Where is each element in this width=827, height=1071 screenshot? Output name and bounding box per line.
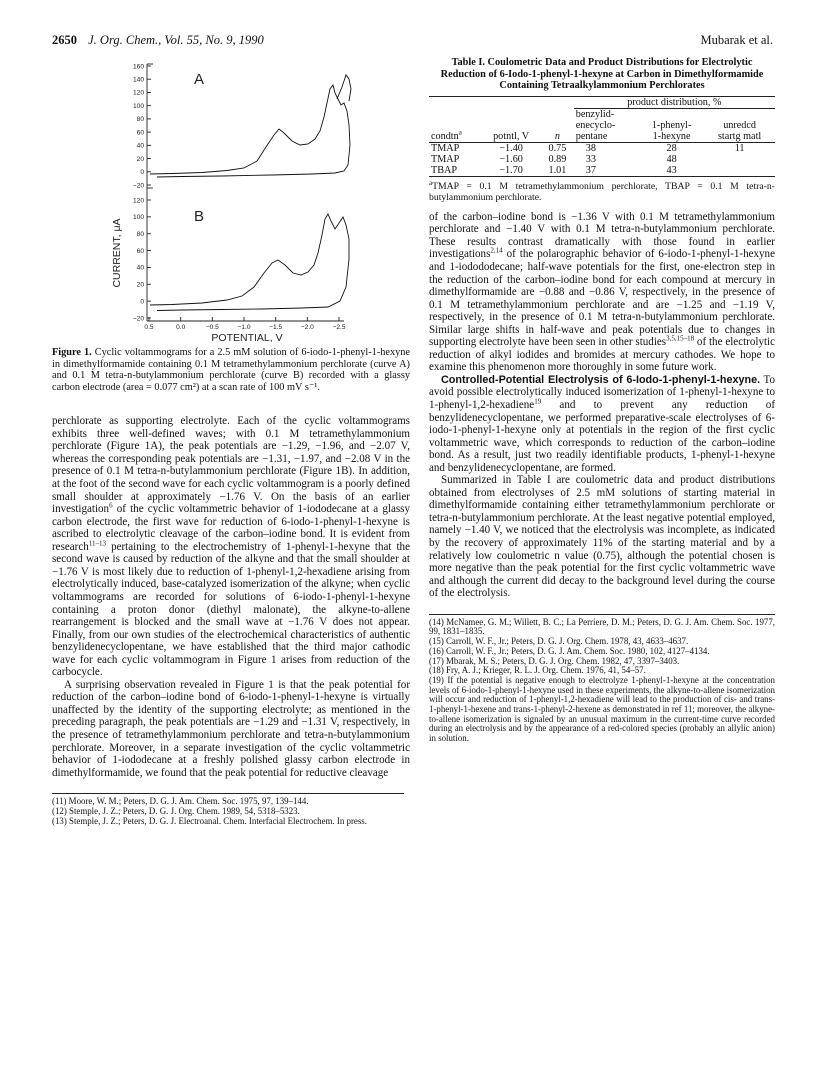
left-paragraph-2: A surprising observation revealed in Figure 1 is that the peak potential for reduction of the carbon–iodine bond of 6-iodo-1-phenyl-1-hexyne is virtually unaffected by the identity of the supporting electrolyte; as mentioned in the preceding paragraph, the peak potentials are −1.29 and −1.31 V, respectively, in the presence of tetramethylammonium perchlorate and tetra-n-butylammonium perchlorate. Moreover, in a separate investigation of the cyclic voltammetric behavior of 1-iododecane at a freshly polished glassy carbon electrode in dimethylformamide, we found that the peak potential for reductive cleavage	[52, 678, 410, 779]
table-cell: −1.40	[499, 142, 523, 154]
table-row	[429, 142, 775, 154]
table-cell: 38	[585, 142, 596, 154]
curve-b	[150, 214, 349, 311]
figure-caption-label: Figure 1.	[52, 347, 92, 358]
panel-b-y-ticks	[133, 197, 151, 322]
table-row	[429, 154, 775, 165]
table-col-phen-2: 1-hexyne	[639, 131, 704, 143]
table-cell: 33	[585, 153, 596, 165]
left-p1-b: of the cyclic voltammetric behavior of 1-iododecane at a glassy carbon electrode, the first wave for reduction of 6-iodo-1-phenyl-1-hexyne is ascribed to electrolytic cleavage of the carbon–iodine bond. It is evident from research	[52, 503, 410, 553]
footnote: (13) Stemple, J. Z.; Peters, D. G. J. Electroanal. Chem. Interfacial Electrochem. In press.	[52, 815, 367, 826]
ref-sup: 2,14	[490, 246, 503, 255]
tick-label: 40	[136, 264, 144, 272]
x-axis-label: POTENTIAL, V	[211, 332, 283, 344]
right-p2-a: To avoid possible electrolytically induced isomerization of 1-phenyl-1-hexyne to 1-phenyl-1,2-hexadiene	[429, 373, 775, 411]
tick-label: 20	[136, 281, 144, 289]
left-column	[52, 55, 410, 826]
table-cell: 43	[639, 165, 704, 177]
footnote-rule	[52, 793, 404, 794]
tick-label: 60	[136, 247, 144, 255]
left-paragraph-1	[52, 415, 410, 678]
tick-label: 0	[140, 298, 144, 306]
panel-a	[133, 63, 351, 189]
col-condtn-sup: a	[458, 128, 462, 137]
footnote: (16) Carroll, W. F., Jr.; Peters, D. G. J. Am. Chem. Soc. 1980, 102, 4127–4134.	[429, 645, 710, 656]
left-p1-a: perchlorate as supporting electrolyte. Each of the cyclic voltammograms exhibits three well-defined waves; with 0.1 M tetramethylammonium perchlorate (Figure 1A), the peak potentials are −1.29, −1.96, and −2.07 V, whereas the corresponding peak potentials are −1.31, −1.97, and −2.08 V in the presence of 0.1 M tetra-n-butylammonium perchlorate (Figure 1B). In addition, at the foot of the second wave for each cyclic voltammogram is a poorly defined small shoulder at approximately −1.76 V. On the basis of an earlier investigation	[52, 415, 410, 516]
table-cell: 0.89	[548, 153, 567, 165]
table-col-benz-3: pentane	[574, 131, 639, 143]
table-col-n: n	[541, 131, 574, 143]
table-cell: 37	[574, 165, 639, 177]
tick-label: −20	[132, 315, 144, 323]
table-col-benz-1: benzylid-	[575, 108, 615, 120]
ref-sup: 19	[534, 397, 542, 406]
right-footnotes	[429, 618, 775, 744]
x-axis-ticks	[144, 317, 345, 331]
ref-sup: 11–13	[88, 539, 107, 548]
footnote: (17) Mbarak, M. S.; Peters, D. G. J. Org. Chem. 1982, 47, 3397–3403.	[429, 655, 680, 666]
ref-sup: 6	[109, 501, 113, 510]
table-col-phen-1: 1-phenyl-	[651, 119, 692, 131]
ref-sup: 3,5,15–18	[666, 334, 695, 343]
table-footnote	[429, 178, 775, 203]
table-group-header: product distribution, %	[574, 96, 775, 108]
footnote: (12) Stemple, J. Z.; Peters, D. G. J. Org. Chem. 1989, 54, 5318–5323.	[52, 805, 300, 816]
tick-label: −20	[132, 182, 144, 190]
tick-label: −0.5	[205, 324, 219, 331]
tick-label: 120	[132, 89, 144, 97]
table-cell: TMAP	[431, 142, 460, 154]
tick-label: 140	[132, 76, 144, 84]
table-note-text: TMAP = 0.1 M tetramethylammonium perchlorate, TBAP = 0.1 M tetra-n-butylammonium perchlorate.	[429, 180, 775, 203]
right-p1-b: of the polarographic behavior of 6-iodo-1-phenyl-1-hexyne and 1-iodododecane; half-wave potentials for the first, one-electron step in the reduction of the carbon–iodine bond for each compound at mercury in dimethylformamide are −0.88 and −0.86 V, respectively, in the presence of 0.1 M tetramethylammonium perchlorate and are −1.25 and −1.19 V, respectively, in the presence of 0.1 M tetra-n-butylammonium perchlorate. Similar large shifts in half-wave and peak potentials due to changes in supporting electrolyte have been seen in other studies	[429, 248, 775, 349]
figure-1	[52, 55, 410, 345]
left-footnotes	[52, 797, 410, 826]
running-header-authors: Mubarak et al.	[700, 33, 773, 47]
running-header-left	[52, 33, 264, 48]
table-cell: 11	[734, 142, 745, 154]
tick-label: 20	[136, 155, 144, 163]
left-p1-c: pertaining to the electrochemistry of 1-phenyl-1-hexyne that the second wave is caused by reduction of the alkyne and that the small shoulder at −1.76 V is most likely due to reduction of 1-phenyl-1,2-hexadiene arising from electrolytically induced, base-catalyzed isomerization of the alkyne; when cyclic voltammograms are recorded for solutions of 6-iodo-1-phenyl-1-hexyne containing a proton donor (diethyl malonate), the alkyne-to-allene rearrangement is blocked and the small wave at −1.76 V does not appear. Finally, from our own studies of the electrochemical characteristics of authentic benzylidenecyclopentane, we have established that the third major cathodic wave for each cyclic voltammogram in Figure 1 arises from reduction of the carbocycle.	[52, 540, 410, 679]
panel-b-label: B	[194, 208, 205, 225]
footnote-rule	[429, 614, 775, 615]
panel-a-label: A	[194, 71, 205, 88]
right-column	[429, 55, 775, 744]
footnote: (11) Moore, W. M.; Peters, D. G. J. Am. Chem. Soc. 1975, 97, 139–144.	[52, 796, 309, 807]
curve-a	[150, 85, 350, 177]
tick-label: 0	[140, 169, 144, 177]
table-title: Table I. Coulometric Data and Product Distributions for Electrolytic Reduction of 6-Iodo-1-phenyl-1-hexyne at Carbon in Dimethylformamide Containing Tetraalkylammonium Perchlorates	[440, 57, 764, 92]
table-cell: 0.75	[548, 142, 567, 154]
y-axis-label: CURRENT, μA	[111, 218, 123, 288]
panel-b	[133, 188, 349, 322]
table-col-condtn	[429, 128, 481, 143]
footnote: (18) Fry, A. J.; Krieger, R. L. J. Org. Chem. 1976, 41, 54–57.	[429, 665, 646, 676]
right-paragraph-2	[429, 374, 775, 474]
table-cell: 48	[666, 153, 677, 165]
table-row	[429, 165, 775, 177]
right-p1-c: of the electrolytic reduction of alkyl iodides and bromides at mercury cathodes. We hope to examine this phenomenon more thoroughly in some future work.	[429, 336, 776, 374]
journal-citation: J. Org. Chem., Vol. 55, No. 9, 1990	[88, 33, 264, 47]
figure-caption-text: Cyclic voltammograms for a 2.5 mM solution of 6-iodo-1-phenyl-1-hexyne in dimethylformamide containing 0.1 M tetramethylammonium perchlorate (curve A) and 0.1 M tetra-n-butylammonium perchlorate (curve B) recorded with a glassy carbon electrode (area = 0.077 cm²) at a scan rate of 100 mV s⁻¹.	[52, 347, 410, 393]
table-col-potntl: potntl, V	[481, 131, 541, 143]
tick-label: −1.5	[269, 324, 283, 331]
footnote: (14) McNamee, G. M.; Willett, B. C.; La Perriere, D. M.; Peters, D. G. J. Am. Chem. Soc. 1977, 99, 1831–1835.	[429, 616, 775, 637]
tick-label: 100	[132, 102, 144, 110]
voltammogram-plot	[52, 55, 410, 345]
figure-caption	[52, 347, 410, 393]
right-paragraph-3: Summarized in Table I are coulometric data and product distributions obtained from electrolyses of 2.5 mM solutions of starting material in dimethylformamide containing either tetramethylammonium perchlorate or tetra-n-butylammonium perchlorate. At the least negative potential employed, namely −1.40 V, we noticed that the electrolysis was incomplete, as indicated by the recovery of approximately 11% of the starting material and by a relatively low coulometric n value (0.75), although the potential chosen is more negative than the peak potential for the first cyclic voltammetric wave and although the current did decay to the background level during the course of the electrolysis.	[429, 474, 775, 600]
table-cell: −1.70	[481, 165, 541, 177]
col-condtn-text: condtn	[431, 130, 459, 142]
table-1	[429, 96, 775, 177]
table-cell: TBAP	[429, 165, 481, 177]
table-col-unred-1: unredcd	[723, 119, 756, 131]
tick-label: 40	[136, 142, 144, 150]
right-p2-b: and to prevent any reduction of benzylidenecyclopentane, we performed preparative-scale electrolyses of 6-iodo-1-phenyl-1-hexyne only at potentials in the region of the first cyclic voltammetric wave, which corresponds to reduction of the carbon–iodine bond. As a result, just two readily identifiable products, 1-phenyl-1-hexyne and benzylidenecyclopentane, are formed.	[429, 398, 775, 474]
tick-label: 160	[132, 63, 144, 71]
page-number: 2650	[52, 33, 77, 47]
table-cell: TMAP	[431, 153, 460, 165]
table-note-sup: a	[429, 178, 433, 187]
footnote: (19) If the potential is negative enough to electrolyze 1-phenyl-1-hexyne at the concentration levels of 6-iodo-1-phenyl-1-hexyne used in these experiments, the alkyne-to-allene isomerization will occur and reduction of 1-phenyl-1,2-hexadiene will lead to the production of cis- and trans-1-phenyl-1-hexene and trans-1-phenyl-2-hexene as demonstrated in ref 11; moreover, the alkyne-to-allene isomerization is signaled by an unusual maximum in the current-time curve recorded during an electrolysis and by the appearance of a red-colored species (probably an allylic anion) in solution.	[429, 674, 775, 744]
tick-label: 0.0	[176, 324, 186, 331]
table-cell: −1.60	[499, 153, 523, 165]
table-col-unred-2: startg matl	[704, 131, 775, 143]
section-heading: Controlled-Potential Electrolysis of 6-Iodo-1-phenyl-1-hexyne.	[441, 373, 761, 386]
panel-a-y-ticks	[133, 63, 151, 189]
tick-label: 60	[136, 129, 144, 137]
table-col-benz-2: enecyclo-	[575, 119, 616, 131]
tick-label: 80	[136, 231, 144, 239]
tick-label: 100	[132, 214, 144, 222]
footnote: (15) Carroll, W. F., Jr.; Peters, D. G. J. Org. Chem. 1978, 43, 4633–4637.	[429, 636, 689, 647]
tick-label: −2.5	[332, 324, 346, 331]
table-cell: 28	[666, 142, 677, 154]
right-p1-a: of the carbon–iodine bond is −1.36 V with 0.1 M tetramethylammonium perchlorate and −1.40 V with 0.1 M tetra-n-butylammonium perchlorate. These results contrast dramatically with those found in earlier investigations	[429, 210, 775, 261]
table-cell	[704, 165, 775, 177]
table-cell	[704, 154, 775, 165]
right-paragraph-1	[429, 211, 775, 374]
table-cell: 1.01	[541, 165, 574, 177]
tick-label: 0.5	[144, 324, 154, 331]
tick-label: 80	[136, 116, 144, 124]
tick-label: −2.0	[300, 324, 314, 331]
tick-label: −1.0	[237, 324, 251, 331]
tick-label: 120	[132, 197, 144, 205]
